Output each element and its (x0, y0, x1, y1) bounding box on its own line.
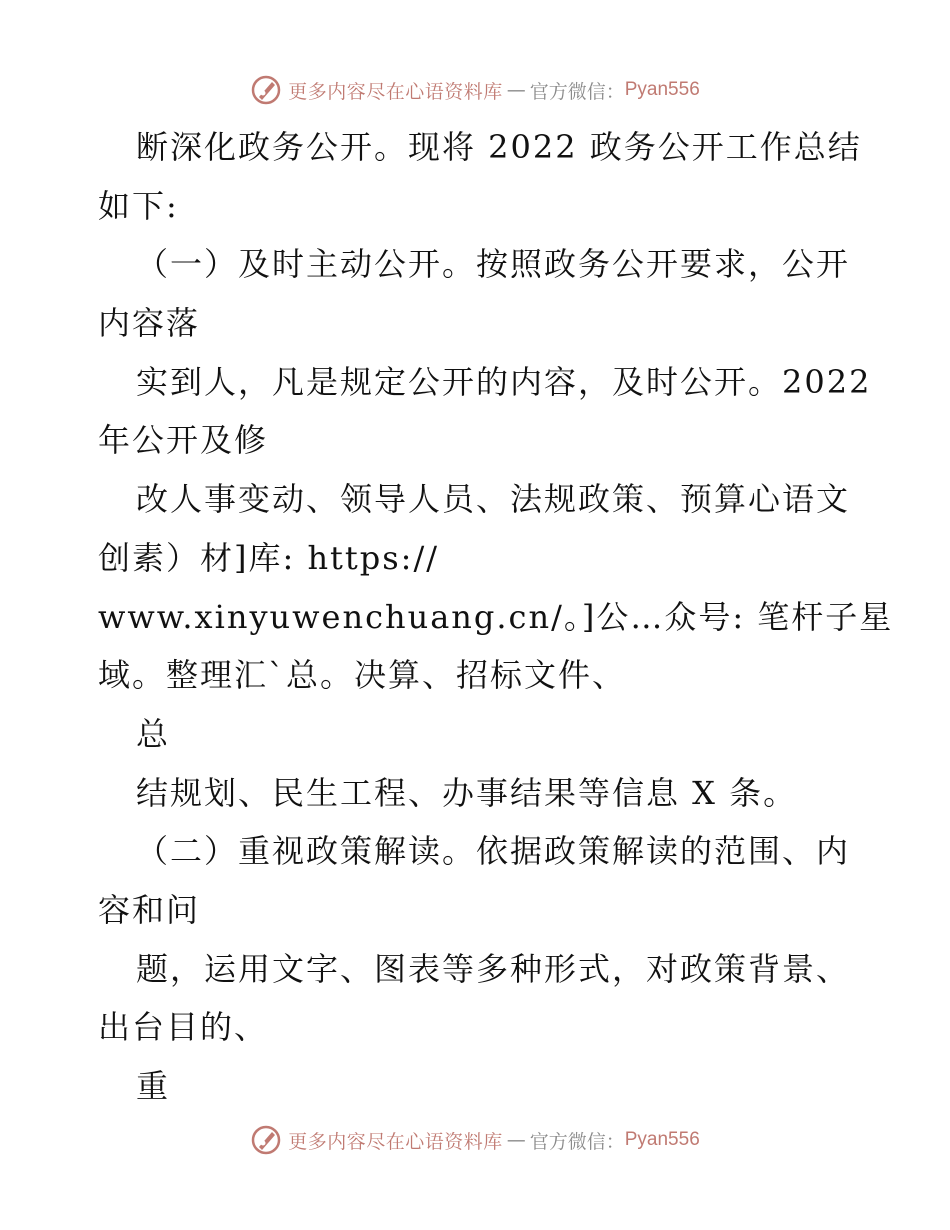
text-line: 题，运用文字、图表等多种形式，对政策背景、 (136, 949, 851, 988)
banner-separator: — (506, 1129, 526, 1151)
pen-circle-icon (250, 74, 282, 106)
text-line: 内容落 (98, 304, 201, 343)
banner-separator: — (506, 79, 526, 101)
text-line: 如下: (98, 186, 179, 225)
banner-wechat-id: Pyan556 (624, 79, 700, 100)
text-line: 出台目的、 (98, 1008, 269, 1047)
text-line: 断深化政务公开。现将 2022 政务公开工作总结 (136, 128, 862, 166)
text-line: 域。整理汇`总。决算、招标文件、 (98, 656, 627, 695)
pen-circle-icon (250, 1124, 282, 1156)
header-banner (0, 70, 950, 110)
text-line: 创素）材]库: https:// (98, 538, 440, 577)
text-line: （二）重视政策解读。依据政策解读的范围、内 (136, 832, 851, 871)
banner-wechat-label: 官方微信： (529, 80, 625, 103)
text-line: 容和问 (98, 890, 201, 929)
banner-wechat-label: 官方微信： (529, 1130, 625, 1153)
text-line: 结规划、民生工程、办事结果等信息 X 条。 (136, 773, 798, 812)
text-line: （一）及时主动公开。按照政务公开要求，公开 (136, 245, 851, 284)
banner-wechat-id: Pyan556 (624, 1129, 700, 1150)
text-line: 重 (136, 1067, 171, 1105)
banner-site-text: 更多内容尽在心语资料库 (288, 80, 503, 103)
text-line: 年公开及修 (98, 421, 269, 460)
text-line: www.xinyuwenchuang.cn/。]公…众号: 笔杆子星 (98, 597, 894, 636)
banner-site-text: 更多内容尽在心语资料库 (288, 1130, 503, 1153)
text-line: 实到人，凡是规定公开的内容，及时公开。2022 (136, 362, 872, 401)
text-line: 总 (136, 714, 171, 753)
footer-banner (0, 1120, 950, 1160)
document-body (98, 118, 894, 1116)
text-line: 改人事变动、领导人员、法规政策、预算心语文 (136, 480, 851, 519)
